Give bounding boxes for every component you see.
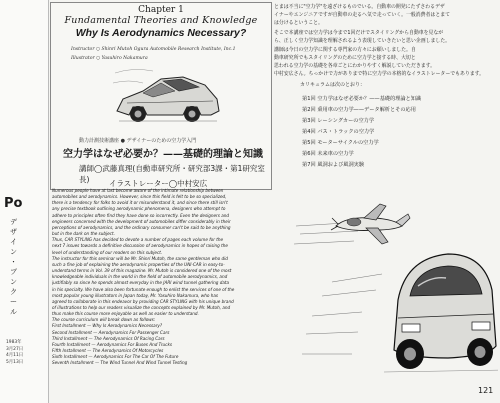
jp-paragraph-line: は分けるということ。 <box>274 20 323 26</box>
curriculum-item: 第5回 モーターサイクルの空力学 <box>302 140 379 146</box>
chapter-question: Why Is Aerodynamics Necessary? <box>75 27 247 39</box>
article-line: any precise textbook outlining aerodynamic phenomena, designers who attempt to <box>52 206 226 212</box>
curriculum-item: 第1回 空力学はなぜ必要か？——基礎的理論と知識 <box>302 96 422 102</box>
article-line: agreed to collaborate in this endeavor by providing CAR STYLING with his unique brand <box>52 298 234 304</box>
article-line: there is a tendency for folks to avoid it or misunderstand it, and since there still isn't <box>52 200 228 206</box>
article-line: most popular young illustrators in Japan today, Mr. Yasuhiro Nakamura, who has <box>52 292 219 298</box>
curriculum-item: 第2回 乗用車の空力学——データ解析とその応用 <box>302 107 416 113</box>
jp-lecturer: 講師◯武藤真理(自動車研究所・研究部3課・第1研究室長) <box>79 164 265 184</box>
airplane-drawing <box>331 204 410 244</box>
article-line: Thus, CAR STYLING has decided to devote a number of pages each volume for the <box>52 237 224 243</box>
margin-jp-char: デ <box>10 218 17 226</box>
article-line: next 7 issues towards a definitive discussion of aerodynamics in hopes of raising the <box>52 243 228 249</box>
seminar-series-line: 動力計測技術講座 ● デザイナーのための空力学入門 <box>79 138 197 144</box>
curriculum-item: 第6回 未来車の空力学 <box>302 151 354 157</box>
chapter-header-panel <box>50 2 272 190</box>
article-line: such a fine job of explaining the aerodynamic properties of the UNI-CAR in easy-to- <box>52 261 225 267</box>
article-line: Seventh Installment — The Wind Tunnel And Wind Tunnel Testing <box>52 360 188 366</box>
article-line: level of understanding of our readers on this subject. <box>52 249 163 255</box>
margin-date: 1983年 <box>6 340 22 345</box>
curriculum-item: 第4回 バス・トラックの空力学 <box>302 129 375 135</box>
article-line: The instructor for this seminar will be Mr. Shinri Mutoh, the same gentleman who did <box>52 255 228 261</box>
jp-chapter-title: 空力学はなぜ必要か？——基礎的理論と知識 <box>63 149 263 160</box>
article-line: engineers concerned with the development of automobiles differ considerably in their <box>52 218 231 224</box>
article-line: First Installment — Why Is Aerodynamics Necessary? <box>52 323 163 329</box>
illustrator-credit: Illustrator ○ Yasuhiro Nakamura <box>71 56 148 61</box>
article-line: Second Installment — Aerodynamics For Passenger Cars <box>52 329 170 335</box>
margin-date: 5月13日 <box>6 359 24 365</box>
article-line: understand terms in Vol. 39 of this magazine. Mr. Mutoh is considered one of the most <box>52 268 232 274</box>
curriculum-item: 第7回 風洞および風洞実験 <box>302 162 365 168</box>
article-line: in his specialty. We have also been fortunate enough to enlist the services of one of the <box>52 286 235 292</box>
margin-glyph: Po <box>4 196 23 211</box>
article-line: The course curriculum will break down as follows: <box>52 317 156 323</box>
margin-jp-char: ブ <box>10 268 17 276</box>
margin-dates <box>6 340 23 366</box>
article-line: adhere to principles often find they have done so incorrectly. Even the designers and <box>52 212 230 218</box>
aircraft-and-car-illustration <box>292 186 498 386</box>
article-line: Numerous people have at last become aware of the intimate relationship between <box>52 188 224 193</box>
article-line: Third Installment — The Aerodynamics Of Racing Cars <box>52 335 165 341</box>
article-line: Fourth Installment — Aerodynamics For Buses And Trucks <box>52 341 173 347</box>
article-line: Fifth Installment — The Aerodynamics Of Motorcycles <box>52 348 164 354</box>
jp-paragraph-line: 動車研究所でもスタイリングのために空力学と接する時、大切と <box>274 55 416 61</box>
jp-paragraph-line: 思われる空力学の基礎を各章ごとにわかりやすく解説していただきます。 <box>274 63 436 69</box>
margin-jp-char: イ <box>10 238 17 246</box>
margin-date: 3月27日 <box>6 346 24 352</box>
article-line: of illustrations to help our readers visualize the concepts explained by Mr. Mutoh, and <box>52 304 231 310</box>
article-line: knowledgeable individuals in the world in the field of automobile aerodynamics, and <box>52 274 228 280</box>
sports-car-illustration <box>113 61 223 135</box>
jp-illustrator: イラストレーター◯中村安広 <box>109 179 208 188</box>
article-line: Sixth Installment — Aerodynamics For The Car Of The Future <box>52 354 179 360</box>
article-line: justifiably so since he spends almost everyday in the JARI wind tunnel gathering data <box>52 280 230 286</box>
margin-jp-char: ン <box>10 248 17 256</box>
jp-paragraph-line: そこで本講座では空力学は今まで1回だけでスタイリングから自動車を見なが <box>274 30 444 36</box>
article-line: perceptions of aerodynamics, and the ordinary consumer can't be said to be anything <box>52 224 231 230</box>
jp-paragraph-line: とまは不当に"空力学"を遠ざけるものでいる。自動車の開発にたずさわるデザ <box>274 4 445 10</box>
margin-jp-char: ザ <box>10 228 17 236</box>
chapter-label: Chapter 1 <box>138 5 184 15</box>
article-line: but in the dark on the subject. <box>52 231 115 237</box>
curriculum-caption: カリキュラムは次のとおり： <box>300 82 365 88</box>
english-article-body <box>52 188 290 367</box>
chapter-subtitle: Fundamental Theories and Knowledge <box>64 15 258 26</box>
jp-paragraph-line: 中村安広さん。ちっかけで力がありまで特に空力学の本格的なイラストレーターでもあります。 <box>274 71 485 77</box>
margin-jp-char: ー <box>10 298 17 306</box>
margin-jp-char: ・ <box>10 258 17 266</box>
article-line: thus make this course more enjoyable as well as easier to understand. <box>52 311 199 317</box>
page-number: 121 <box>478 386 494 395</box>
instructor-credit: Instructor ○ Shinri Mutoh Ogura Automobile Research Institute, Inc.1 <box>71 47 236 52</box>
margin-jp-char: ル <box>10 308 17 316</box>
article-line: automobiles and aerodynamics. However, since this field is felt to be so specialized, <box>52 194 227 200</box>
margin-date: 4月11日 <box>6 353 24 358</box>
margin-jp-char: ク <box>10 288 17 296</box>
left-margin-strip <box>0 0 49 403</box>
margin-jp-char: ン <box>10 278 17 286</box>
micro-car-drawing <box>384 254 498 372</box>
jp-paragraph-line: ら、正しく空力学知識を理解されるよう表現していきたいと思い企画しました。 <box>274 38 451 44</box>
jp-paragraph-line: イナーやエンジニアですが自動車の走るへ気で走っていく。一般消費者はとまて <box>274 12 450 18</box>
curriculum-item: 第3回 レーシングカーの空力学 <box>302 118 375 124</box>
jp-paragraph-line: 講師は今日の空力学に関する専門家の方々にお願いしました。自 <box>274 47 416 53</box>
